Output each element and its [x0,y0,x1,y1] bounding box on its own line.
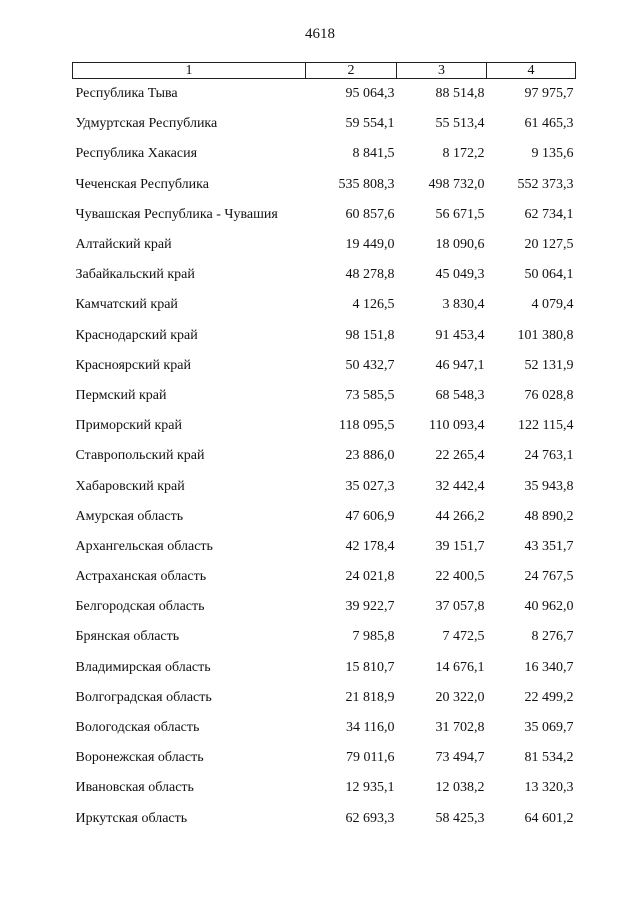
value-col3-cell: 91 453,4 [435,327,485,343]
value-col4-cell: 52 131,9 [524,357,574,373]
table-row [73,804,576,834]
value-col3-cell: 12 038,2 [435,780,485,796]
value-col3-cell: 88 514,8 [435,86,485,102]
value-col4-cell: 22 499,2 [524,689,574,705]
value-col4-cell: 64 601,2 [524,810,574,826]
value-col3-cell: 22 265,4 [435,448,485,464]
value-col2-cell: 95 064,3 [345,86,395,102]
value-col2-cell: 535 808,3 [338,176,395,192]
value-col3-cell: 498 732,0 [428,176,485,192]
value-col2-cell: 59 554,1 [345,116,395,132]
table-row [73,773,576,803]
value-col4-cell: 97 975,7 [524,86,574,102]
value-col3-cell: 3 830,4 [442,297,485,313]
value-col2-cell: 19 449,0 [345,237,395,253]
value-col2-cell: 118 095,5 [339,418,395,434]
region-name-cell: Астраханская область [75,569,207,585]
region-name-cell: Чувашская Республика - Чувашия [75,206,278,222]
region-name-cell: Алтайский край [75,237,172,253]
value-col4-cell: 61 465,3 [524,116,574,132]
value-col2-cell: 79 011,6 [346,750,395,766]
value-col3-cell: 18 090,6 [435,237,485,253]
table-row [73,471,576,501]
value-col4-cell: 24 763,1 [524,448,574,464]
value-col2-cell: 60 857,6 [345,206,395,222]
value-col3-cell: 44 266,2 [435,508,485,524]
value-col2-cell: 47 606,9 [345,508,395,524]
value-col2-cell: 34 116,0 [346,720,395,736]
value-col2-cell: 7 985,8 [352,629,395,645]
region-name-cell: Хабаровский край [75,478,185,494]
table-row [73,502,576,532]
table-row [73,653,576,683]
budget-table [72,62,576,834]
region-name-cell: Амурская область [75,508,184,524]
value-col2-cell: 23 886,0 [345,448,395,464]
value-col2-cell: 8 841,5 [352,146,395,162]
table-row [73,562,576,592]
table-row [73,290,576,320]
table-row [73,441,576,471]
region-name-cell: Камчатский край [75,297,178,313]
table-row [73,381,576,411]
value-col4-cell: 76 028,8 [524,387,574,403]
region-name-cell: Брянская область [75,629,180,645]
column-header-4: 4 [487,63,576,79]
value-col4-cell: 62 734,1 [524,206,574,222]
region-name-cell: Воронежская область [75,750,204,766]
table-row [73,200,576,230]
value-col3-cell: 110 093,4 [429,418,485,434]
value-col4-cell: 35 069,7 [524,720,574,736]
value-col3-cell: 8 172,2 [442,146,485,162]
value-col4-cell: 24 767,5 [524,569,574,585]
table-row [73,743,576,773]
region-name-cell: Вологодская область [75,720,200,736]
region-name-cell: Белгородская область [75,599,205,615]
value-col3-cell: 55 513,4 [435,116,485,132]
value-col4-cell: 122 115,4 [518,418,574,434]
region-name-cell: Архангельская область [75,538,213,554]
value-col3-cell: 68 548,3 [435,387,485,403]
value-col2-cell: 62 693,3 [345,810,395,826]
value-col2-cell: 39 922,7 [345,599,395,615]
value-col3-cell: 7 472,5 [442,629,485,645]
value-col3-cell: 22 400,5 [435,569,485,585]
column-header-1: 1 [73,63,306,79]
value-col4-cell: 43 351,7 [524,538,574,554]
value-col2-cell: 15 810,7 [345,659,395,675]
value-col2-cell: 4 126,5 [352,297,395,313]
table-row [73,109,576,139]
value-col2-cell: 35 027,3 [345,478,395,494]
value-col4-cell: 101 380,8 [517,327,574,343]
region-name-cell: Краснодарский край [75,327,198,343]
value-col3-cell: 56 671,5 [435,206,485,222]
value-col2-cell: 48 278,8 [345,267,395,283]
table-row [73,230,576,260]
value-col4-cell: 9 135,6 [531,146,574,162]
value-col2-cell: 24 021,8 [345,569,395,585]
table-row [73,532,576,562]
value-col4-cell: 20 127,5 [524,237,574,253]
value-col3-cell: 31 702,8 [435,720,485,736]
table-row [73,622,576,652]
column-header-3: 3 [397,63,487,79]
value-col2-cell: 42 178,4 [345,538,395,554]
page-number: 4618 [305,26,335,42]
column-header-2: 2 [306,63,397,79]
value-col3-cell: 46 947,1 [435,357,485,373]
region-name-cell: Волгоградская область [75,689,212,705]
region-name-cell: Республика Хакасия [75,146,198,162]
region-name-cell: Красноярский край [75,357,191,373]
table-row [73,260,576,290]
table-row [73,139,576,169]
value-col4-cell: 50 064,1 [524,267,574,283]
region-name-cell: Ставропольский край [75,448,205,464]
table-row [73,592,576,622]
value-col4-cell: 48 890,2 [524,508,574,524]
value-col3-cell: 45 049,3 [435,267,485,283]
table-row [73,683,576,713]
value-col3-cell: 14 676,1 [435,659,485,675]
value-col4-cell: 81 534,2 [524,750,574,766]
region-name-cell: Приморский край [75,418,182,434]
region-name-cell: Забайкальский край [75,267,195,283]
value-col3-cell: 32 442,4 [435,478,485,494]
value-col3-cell: 37 057,8 [435,599,485,615]
region-name-cell: Удмуртская Республика [75,116,218,132]
region-name-cell: Владимирская область [75,659,211,675]
value-col2-cell: 12 935,1 [345,780,395,796]
value-col4-cell: 35 943,8 [524,478,574,494]
value-col4-cell: 16 340,7 [524,659,574,675]
value-col4-cell: 552 373,3 [517,176,574,192]
value-col2-cell: 98 151,8 [345,327,395,343]
region-name-cell: Ивановская область [75,780,194,796]
value-col4-cell: 13 320,3 [524,780,574,796]
header-row [73,63,576,79]
value-col2-cell: 50 432,7 [345,357,395,373]
table-header [73,63,576,79]
region-name-cell: Республика Тыва [75,86,178,102]
value-col2-cell: 21 818,9 [345,689,395,705]
table-row [73,351,576,381]
region-name-cell: Чеченская Республика [75,176,209,192]
table-row [73,411,576,441]
table-row [73,79,576,110]
value-col4-cell: 4 079,4 [531,297,574,313]
table-row [73,170,576,200]
region-name-cell: Пермский край [75,387,167,403]
table-body [73,79,576,834]
value-col3-cell: 58 425,3 [435,810,485,826]
value-col4-cell: 40 962,0 [524,599,574,615]
value-col3-cell: 39 151,7 [435,538,485,554]
table-row [73,321,576,351]
value-col4-cell: 8 276,7 [531,629,574,645]
value-col2-cell: 73 585,5 [345,387,395,403]
value-col3-cell: 20 322,0 [435,689,485,705]
region-name-cell: Иркутская область [75,810,188,826]
table-row [73,713,576,743]
value-col3-cell: 73 494,7 [435,750,485,766]
